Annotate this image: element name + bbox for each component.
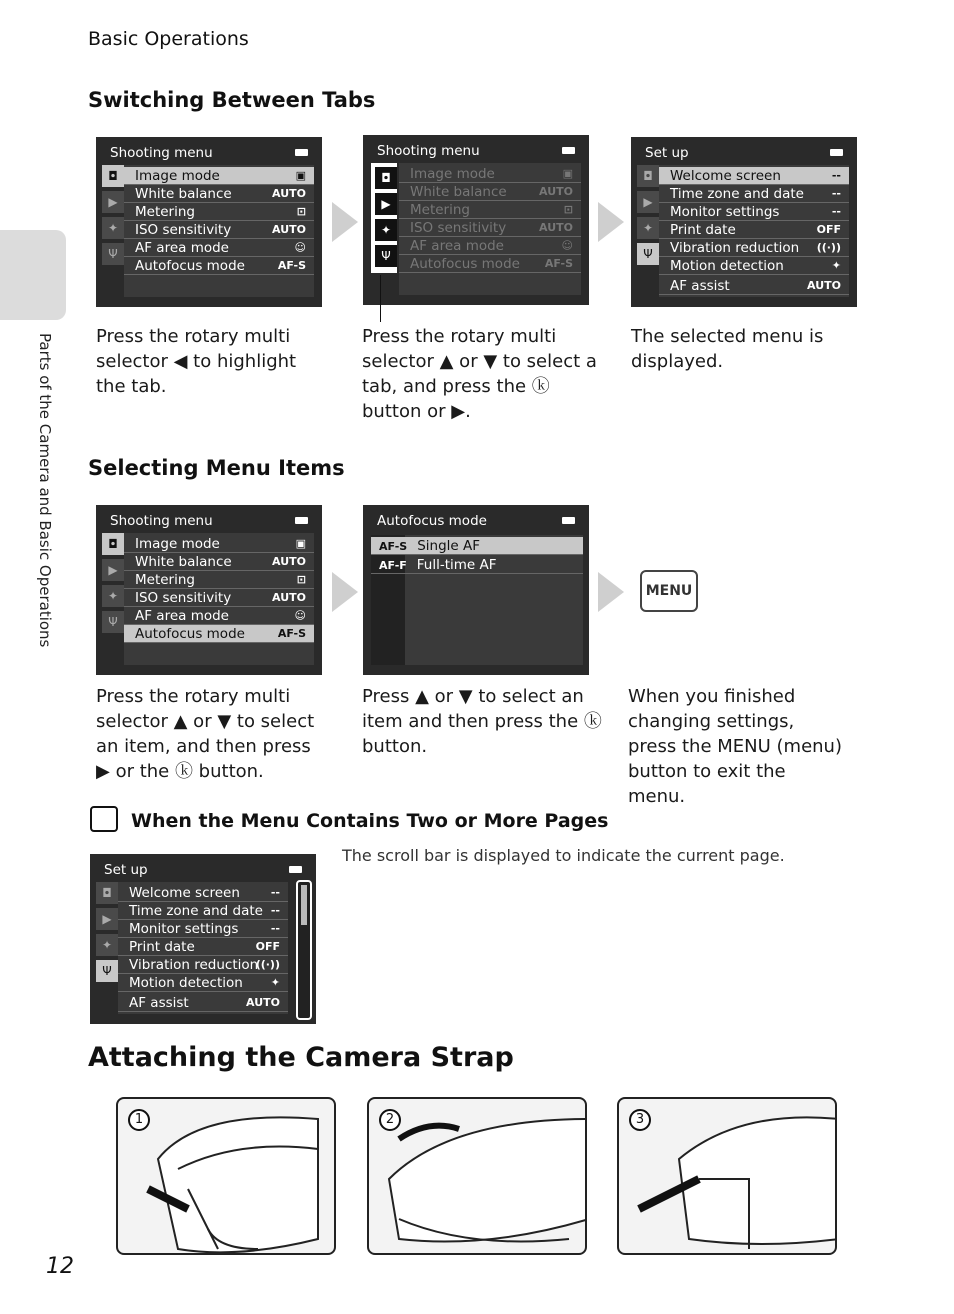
menu-row: Autofocus mode AF-S xyxy=(124,257,314,275)
menu-row: Image mode ▣ xyxy=(124,167,314,185)
menu-row: AF assist AUTO xyxy=(659,277,849,295)
menu-row: AF area mode ☺ xyxy=(124,607,314,625)
caption-tabs-3: The selected menu is displayed. xyxy=(631,326,824,372)
callout-line xyxy=(380,275,381,322)
running-header: Basic Operations xyxy=(88,28,249,50)
menu-row: Image mode ▣ xyxy=(399,165,581,183)
menu-row: Metering ⊡ xyxy=(124,203,314,221)
caption-items-2: Press ▲ or ▼ to select an item and then press the ⓚ button. xyxy=(362,686,602,757)
screen-shooting-menu-1 xyxy=(96,137,322,307)
wrench-tab-icon: Ψ xyxy=(637,243,659,265)
section-title-tabs: Switching Between Tabs xyxy=(88,88,376,112)
section-title-items: Selecting Menu Items xyxy=(88,456,345,480)
battery-icon xyxy=(830,149,843,156)
screen-shooting-menu-2 xyxy=(363,135,589,305)
menu-row: White balance AUTO xyxy=(399,183,581,201)
caption-items-3: When you finished changing settings, press the MENU (menu) button to exit the menu. xyxy=(628,686,842,807)
step-arrow-icon xyxy=(332,202,358,242)
screen-setup-menu xyxy=(631,137,857,307)
scene-tab-icon: ✦ xyxy=(96,934,118,956)
menu-tabs xyxy=(102,165,124,295)
camera-tab-icon: ◘ xyxy=(102,533,124,555)
screen-title: Set up xyxy=(645,145,689,161)
menu-tabs xyxy=(96,882,118,1012)
caption-items-1: Press the rotary multi selector ▲ or ▼ to select an item, and then press ▶ or the ⓚ button. xyxy=(96,686,315,782)
step-number: 3 xyxy=(629,1109,651,1131)
movie-tab-icon: ▶ xyxy=(102,559,124,581)
battery-icon xyxy=(295,149,308,156)
scroll-bar xyxy=(296,880,312,1020)
camera-tab-icon: ◘ xyxy=(375,167,397,189)
section-title-strap: Attaching the Camera Strap xyxy=(88,1042,514,1073)
camera-tab-icon: ◘ xyxy=(96,882,118,904)
scroll-thumb xyxy=(301,885,307,925)
menu-row: AF area mode ☺ xyxy=(399,237,581,255)
battery-icon xyxy=(295,517,308,524)
caption-tabs-2: Press the rotary multi selector ▲ or ▼ to select a tab, and press the ⓚ button or ▶. xyxy=(362,326,597,422)
menu-row: ISO sensitivity AUTO xyxy=(124,589,314,607)
menu-row: Welcome screen -- xyxy=(659,167,849,185)
menu-row: Vibration reduction ((·)) xyxy=(118,956,288,974)
menu-row: White balance AUTO xyxy=(124,185,314,203)
wrench-tab-icon: Ψ xyxy=(96,960,118,982)
menu-row: Monitor settings -- xyxy=(118,920,288,938)
menu-row: AF-S Single AF xyxy=(371,537,583,555)
scene-tab-icon: ✦ xyxy=(375,219,397,241)
step-number: 2 xyxy=(379,1109,401,1131)
menu-row: Metering ⊡ xyxy=(124,571,314,589)
movie-tab-icon: ▶ xyxy=(637,191,659,213)
menu-list xyxy=(124,533,314,665)
menu-list xyxy=(124,165,314,297)
menu-row: Metering ⊡ xyxy=(399,201,581,219)
note-icon xyxy=(90,806,118,832)
page-number: 12 xyxy=(46,1254,74,1279)
menu-row: ISO sensitivity AUTO xyxy=(399,219,581,237)
menu-row: Print date OFF xyxy=(659,221,849,239)
menu-tabs xyxy=(102,533,124,663)
menu-row: Autofocus mode AF-S xyxy=(399,255,581,273)
menu-row: Time zone and date -- xyxy=(118,902,288,920)
battery-icon xyxy=(289,866,302,873)
menu-row: Vibration reduction ((·)) xyxy=(659,239,849,257)
menu-row: Monitor settings -- xyxy=(659,203,849,221)
scene-tab-icon: ✦ xyxy=(637,217,659,239)
menu-row: ISO sensitivity AUTO xyxy=(124,221,314,239)
battery-icon xyxy=(562,517,575,524)
movie-tab-icon: ▶ xyxy=(375,193,397,215)
menu-button-icon: MENU xyxy=(640,570,698,612)
screen-setup-scroll xyxy=(90,854,316,1024)
camera-strap-illustration xyxy=(619,1099,837,1255)
step-number: 1 xyxy=(128,1109,150,1131)
menu-row: Image mode ▣ xyxy=(124,535,314,553)
menu-row: Motion detection ✦ xyxy=(118,974,288,992)
screen-title: Autofocus mode xyxy=(377,513,487,529)
menu-row: AF area mode ☺ xyxy=(124,239,314,257)
note-title: When the Menu Contains Two or More Pages xyxy=(131,810,609,832)
screen-title: Shooting menu xyxy=(377,143,480,159)
scene-tab-icon: ✦ xyxy=(102,217,124,239)
wrench-tab-icon: Ψ xyxy=(102,611,124,633)
menu-list xyxy=(371,535,583,665)
menu-row: Print date OFF xyxy=(118,938,288,956)
strap-step-1-illustration xyxy=(116,1097,336,1255)
menu-row: AF assist AUTO xyxy=(118,994,288,1012)
menu-row: White balance AUTO xyxy=(124,553,314,571)
strap-step-3-illustration xyxy=(617,1097,837,1255)
menu-list xyxy=(659,165,849,297)
step-arrow-icon xyxy=(598,572,624,612)
strap-step-2-illustration xyxy=(367,1097,587,1255)
wrench-tab-icon: Ψ xyxy=(102,243,124,265)
camera-tab-icon: ◘ xyxy=(102,165,124,187)
camera-tab-icon: ◘ xyxy=(637,165,659,187)
menu-list xyxy=(399,163,581,295)
menu-tabs xyxy=(371,163,397,273)
caption-tabs-1: Press the rotary multi selector ◀ to highlight the tab. xyxy=(96,326,297,397)
step-arrow-icon xyxy=(598,202,624,242)
movie-tab-icon: ▶ xyxy=(102,191,124,213)
side-tab xyxy=(0,230,66,320)
camera-strap-illustration xyxy=(118,1099,336,1255)
menu-row: Welcome screen -- xyxy=(118,884,288,902)
screen-title: Shooting menu xyxy=(110,513,213,529)
screen-shooting-menu-3 xyxy=(96,505,322,675)
screen-title: Set up xyxy=(104,862,148,878)
scene-tab-icon: ✦ xyxy=(102,585,124,607)
menu-row: AF-F Full-time AF xyxy=(371,556,583,574)
screen-autofocus-menu xyxy=(363,505,589,675)
menu-tabs xyxy=(637,165,659,295)
side-label: Parts of the Camera and Basic Operations xyxy=(36,333,54,648)
menu-list xyxy=(118,882,288,1014)
camera-strap-illustration xyxy=(369,1099,587,1255)
menu-row: Motion detection ✦ xyxy=(659,257,849,275)
step-arrow-icon xyxy=(332,572,358,612)
screen-title: Shooting menu xyxy=(110,145,213,161)
menu-row: Time zone and date -- xyxy=(659,185,849,203)
wrench-tab-icon: Ψ xyxy=(375,245,397,267)
battery-icon xyxy=(562,147,575,154)
movie-tab-icon: ▶ xyxy=(96,908,118,930)
note-text: The scroll bar is displayed to indicate the current page. xyxy=(342,846,785,865)
menu-row: Autofocus mode AF-S xyxy=(124,625,314,643)
